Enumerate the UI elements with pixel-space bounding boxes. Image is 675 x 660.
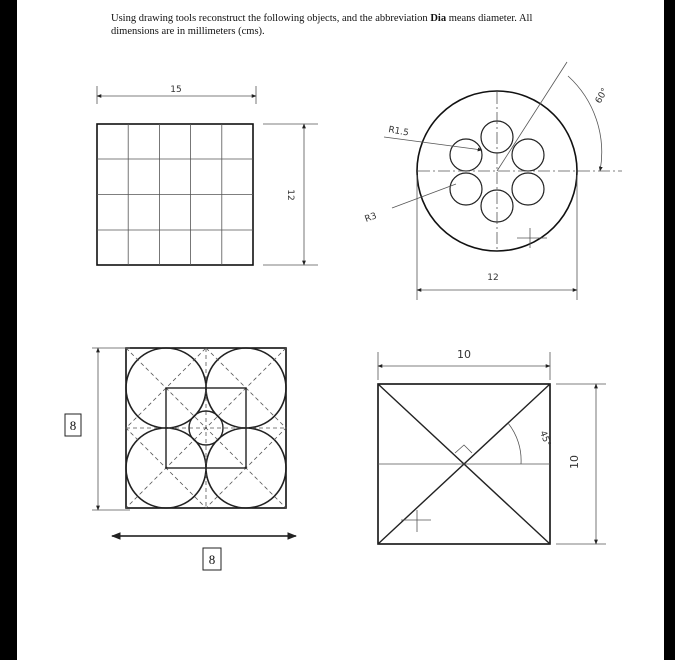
instructions-line: Using drawing tools reconstruct the following objects, and the abbreviation (111, 13, 431, 24)
forty-five-label: 45° (537, 429, 553, 449)
sixty-degree-label: 60° (593, 86, 611, 106)
left-label: 8 (69, 418, 77, 433)
rosette-figure (364, 62, 622, 300)
pyramid-height-label: 10 (568, 455, 581, 469)
grid-square-figure (97, 85, 318, 265)
pyramid-figure (378, 348, 606, 544)
grid-lines (97, 124, 253, 265)
rosette-width-label: 12 (487, 273, 499, 283)
grid-width-label: 15 (170, 85, 182, 95)
construction-lines (126, 348, 286, 508)
instructions-bold-word: Dia (430, 13, 447, 24)
grid-height-label: 12 (285, 189, 295, 201)
circles-square-figure (65, 348, 296, 570)
bottom-label: 8 (208, 552, 216, 567)
forty-five-arc (508, 423, 521, 464)
pyramid-width-label: 10 (457, 348, 471, 361)
sixty-degree-arc (568, 76, 602, 171)
r-large-label: R3 (363, 211, 379, 225)
r-small-label: R1.5 (387, 125, 410, 139)
right-angle-mark (455, 445, 472, 453)
instructions-line-end: means diameter. All dimensions are in millimeters (cms). (111, 13, 533, 37)
